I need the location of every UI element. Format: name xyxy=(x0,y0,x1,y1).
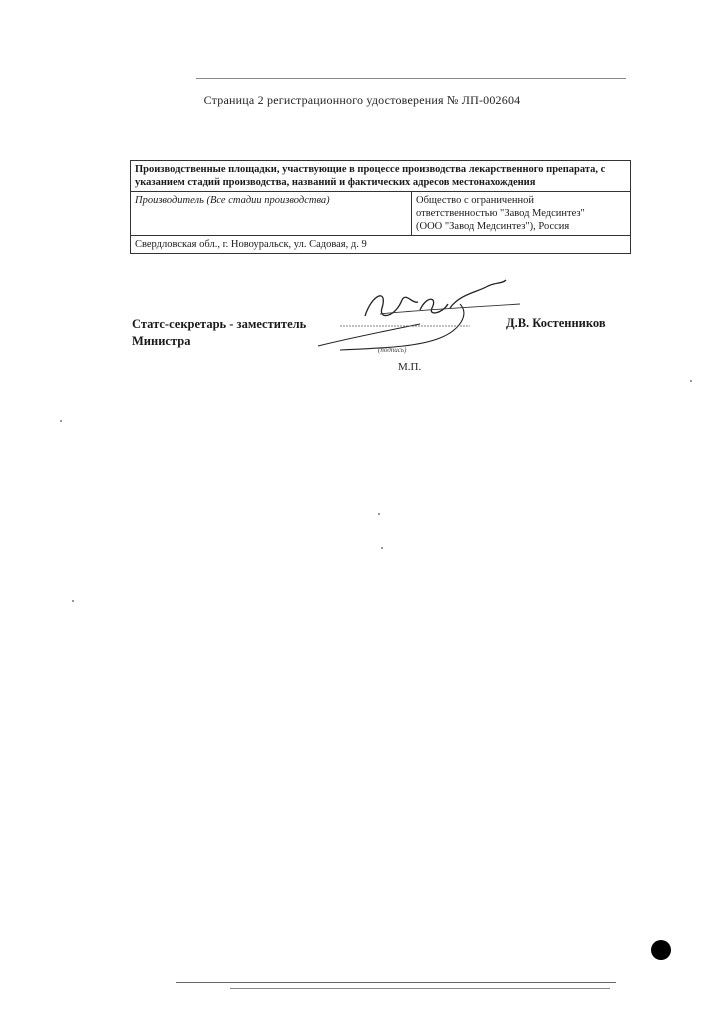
company-line: Общество с ограниченной xyxy=(416,195,534,206)
scan-artifact-bottom xyxy=(176,982,616,983)
scan-speck xyxy=(690,380,692,382)
signatory-title xyxy=(132,316,306,350)
scan-speck xyxy=(72,600,74,602)
scan-artifact-top xyxy=(196,78,626,79)
signatory-title-line: Министра xyxy=(132,334,191,348)
table-caption: Производственные площадки, участвующие в процессе производства лекарственного препарата, с указанием стадий производства, названий и фактических адресов местонахождения xyxy=(131,161,631,192)
punch-hole xyxy=(651,940,671,960)
company-line: ответственностью "Завод Медсинтез" xyxy=(416,208,585,219)
manufacturer-company xyxy=(412,192,631,236)
stamp-place-label: М.П. xyxy=(398,361,422,373)
company-line: (ООО "Завод Медсинтез"), Россия xyxy=(416,221,570,232)
site-address: Свердловская обл., г. Новоуральск, ул. Садовая, д. 9 xyxy=(131,236,631,254)
manufacturing-sites-table xyxy=(130,160,631,254)
signature-caption: (подпись) xyxy=(378,346,407,354)
scan-speck xyxy=(378,513,380,515)
page-header: Страница 2 регистрационного удостоверения № ЛП-002604 xyxy=(203,93,521,107)
scan-speck xyxy=(381,547,383,549)
scan-speck xyxy=(60,420,62,422)
signatory-name: Д.В. Костенников xyxy=(506,316,606,330)
manufacturer-role: Производитель (Все стадии производства) xyxy=(131,192,412,236)
scan-artifact-bottom xyxy=(230,988,610,989)
signatory-title-line: Статс-секретарь - заместитель xyxy=(132,317,307,331)
